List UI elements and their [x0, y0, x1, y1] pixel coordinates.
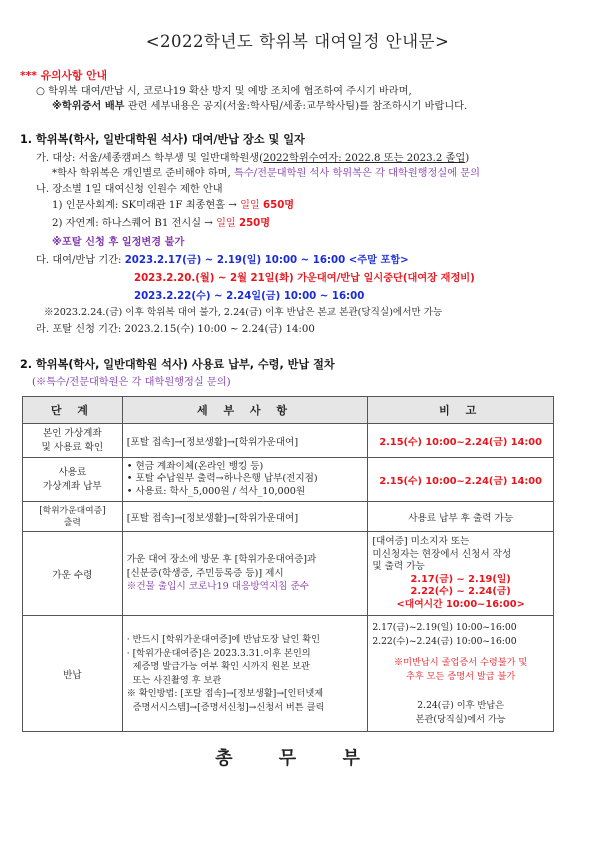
- row5-detail-line1: · 반드시 [학위가운대여증]에 반납도장 날인 확인: [126, 634, 321, 645]
- row1-step-line2: 및 사용료 확인: [41, 441, 104, 453]
- row2-detail-line2: • 포탈 수납원부 출력→하나은행 납부(전지점): [126, 473, 318, 485]
- row2-detail-line1: • 현금 계좌이체(온라인 뱅킹 등): [126, 460, 264, 472]
- document-title: <2022학년도 학위복 대여일정 안내문>: [145, 32, 450, 51]
- table-row: [23, 616, 554, 732]
- da-period-1: 2023.2.17(금) ~ 2.19(일) 10:00 ~ 16:00 <주말 포함>: [124, 255, 409, 266]
- row5-note-line2: 2.22(수)~2.24(금) 10:00~16:00: [372, 635, 517, 647]
- ga-prefix: 가. 대상: 서울/세종캠퍼스 학부생 및 일반대학원생(: [36, 153, 264, 164]
- row5-note-spacer: [372, 648, 549, 656]
- table-row: [23, 424, 554, 458]
- portal-note: ※포탈 신청 후 일정변경 불가: [52, 237, 185, 248]
- row5-detail-line5: ※ 확인방법: [포탈 접속]→[정보생활]→[인터넷제: [126, 688, 324, 699]
- row4-note-line3: 및 출력 가능: [372, 561, 425, 572]
- row5-detail-line3: 제증명 발급가능 여부 확인 시까지 원본 보관: [126, 661, 310, 672]
- row4-note-line6: <대여시간 10:00~16:00>: [396, 598, 525, 610]
- row4-detail: [122, 532, 368, 616]
- row2-step-line2: 가상계좌 납부: [43, 480, 102, 492]
- row3-step: [23, 502, 123, 532]
- row5-detail-line6: 증명서시스템]→[증명서신청]→신청서 버튼 클릭: [126, 701, 325, 713]
- procedure-table: [22, 396, 554, 732]
- place-2-label: 2) 자연계: 하나스퀘어 B1 전시실 →: [52, 218, 217, 229]
- row2-detail: [122, 458, 368, 502]
- row5-step: 반납: [23, 616, 123, 732]
- da-note: ※2023.2.24.(금) 이후 학위복 대여 불가, 2.24(금) 이후 반납은 본교 본관(당직실)에서만 가능: [44, 307, 443, 318]
- table-header-row: [23, 397, 554, 424]
- place-2-daily: 일일: [216, 218, 239, 229]
- row5-note: [368, 616, 554, 732]
- notice-line-2: [52, 97, 467, 112]
- footer-department: 총 무 부: [215, 748, 380, 769]
- place-2-count: 250명: [239, 218, 271, 229]
- header-step: 단 계: [23, 397, 123, 424]
- place-1-daily: 일일: [240, 200, 264, 211]
- section2-sub: (※특수/전문대학원은 각 대학원행정실 문의): [32, 377, 231, 388]
- header-note: 비 고: [368, 397, 554, 424]
- da-period-3: 2023.2.22(수) ~ 2.24일(금) 10:00 ~ 16:00: [134, 291, 365, 302]
- ga-graduation: 2022학위수여자: 2022.8 또는 2023.2 졸업: [263, 153, 466, 164]
- place-1-label: 1) 인문사회계: SK미래관 1F 최종현홀 →: [52, 200, 241, 211]
- row1-detail: [포탈 접속]→[정보생활]→[학위가운대여]: [122, 424, 368, 458]
- row5-note-line3: ※미반납시 졸업증서 수령불가 및: [393, 657, 528, 668]
- notice-heading: *** 유의사항 안내: [20, 69, 108, 82]
- row4-note-line4: 2.17(금) ~ 2.19(일): [410, 573, 511, 585]
- place-2: [52, 214, 270, 229]
- section1-ga: [36, 149, 469, 164]
- header-detail: 세 부 사 항: [122, 397, 368, 424]
- ga-note-highlight: 특수/전문대학원 석사 학위복은 각 대학원행정실에 문의: [233, 168, 480, 179]
- table-row: [23, 458, 554, 502]
- row4-note: [368, 532, 554, 616]
- row4-step: 가운 수령: [23, 532, 123, 616]
- row3-step-line2: 출력: [63, 517, 81, 528]
- row2-detail-line3: • 사용료: 학사_5,000원 / 석사_10,000원: [126, 485, 306, 497]
- row1-step: [23, 424, 123, 458]
- row4-note-line5: 2.22(수) ~ 2.24(금): [410, 586, 511, 597]
- row3-detail: [포탈 접속]→[정보생활]→[학위가운대여]: [122, 502, 368, 532]
- row5-detail-line2: · [학위가운대여증]은 2023.3.31.이후 본인의: [126, 647, 311, 659]
- row3-note: 사용료 납부 후 출력 가능: [368, 502, 554, 532]
- section1-ra: 라. 포탈 신청 기간: 2023.2.15(수) 10:00 ~ 2.24(금) 14:00: [36, 324, 315, 335]
- row1-note: 2.15(수) 10:00~2.24(금) 14:00: [368, 424, 554, 458]
- row1-step-line1: 본인 가상계좌: [43, 428, 102, 439]
- row5-note-line1: 2.17(금)~2.19(일) 10:00~16:00: [372, 622, 517, 633]
- section2-heading: 2. 학위복(학사, 일반대학원 석사) 사용료 납부, 수령, 반납 절차: [20, 358, 335, 371]
- row5-note-line4: 추후 모든 증명서 발급 불가: [406, 670, 516, 682]
- row4-detail-line2: [신분증(학생증, 주민등록증 등)] 제시: [126, 567, 284, 579]
- section1-heading: 1. 학위복(학사, 일반대학원 석사) 대여/반납 장소 및 일자: [20, 133, 305, 146]
- section1-da: [36, 251, 409, 266]
- row5-note-line6: 본관(당직실)에서 가능: [415, 713, 506, 725]
- place-1-count: 650명: [263, 200, 295, 211]
- row2-note: 2.15(수) 10:00~2.24(금) 14:00: [368, 458, 554, 502]
- row5-detail-line4: 또는 사진촬영 후 보관: [126, 674, 222, 686]
- row2-step: [23, 458, 123, 502]
- notice-line-2-bold: ※학위증서 배부: [52, 101, 125, 112]
- row5-note-line5: 2.24(금) 이후 반납은: [417, 700, 505, 711]
- row2-step-line1: 사용료: [58, 467, 87, 478]
- section1-ga-note: [52, 164, 480, 179]
- section1-na: 나. 장소별 1일 대여신청 인원수 제한 안내: [36, 184, 223, 195]
- notice-line-1: ○ 학위복 대여/반납 시, 코로나19 확산 방지 및 예방 조치에 협조하여 주시기 바라며,: [36, 86, 412, 97]
- table-row: [23, 532, 554, 616]
- row4-note-line2: 미신청자는 현장에서 신청서 작성: [372, 548, 512, 560]
- row3-step-line1: [학위가운대여증]: [39, 505, 106, 516]
- row4-detail-line1: 가운 대여 장소에 방문 후 [학위가운대여증]과: [126, 554, 317, 566]
- row5-detail: [122, 616, 368, 732]
- notice-line-2-rest: 관련 세부내용은 공지(서울:학사팀/세종:교무학사팀)를 참조하시기 바랍니다.: [124, 101, 468, 112]
- row5-note-spacer-2: [372, 683, 549, 699]
- da-prefix: 다. 대여/반납 기간:: [36, 255, 125, 266]
- ga-note-prefix: *학사 학위복은 개인별로 준비해야 하며,: [52, 168, 234, 179]
- ga-suffix: ): [465, 153, 470, 164]
- row4-detail-line3: ※건물 출입시 코로나19 대응방역지침 준수: [126, 581, 310, 593]
- place-1: [52, 196, 294, 211]
- table-row: [23, 502, 554, 532]
- row4-note-line1: [대여증] 미소지자 또는: [372, 536, 470, 547]
- da-period-2: 2023.2.20.(월) ~ 2월 21일(화) 가운대여/반납 일시중단(대여장 재정비): [134, 273, 475, 284]
